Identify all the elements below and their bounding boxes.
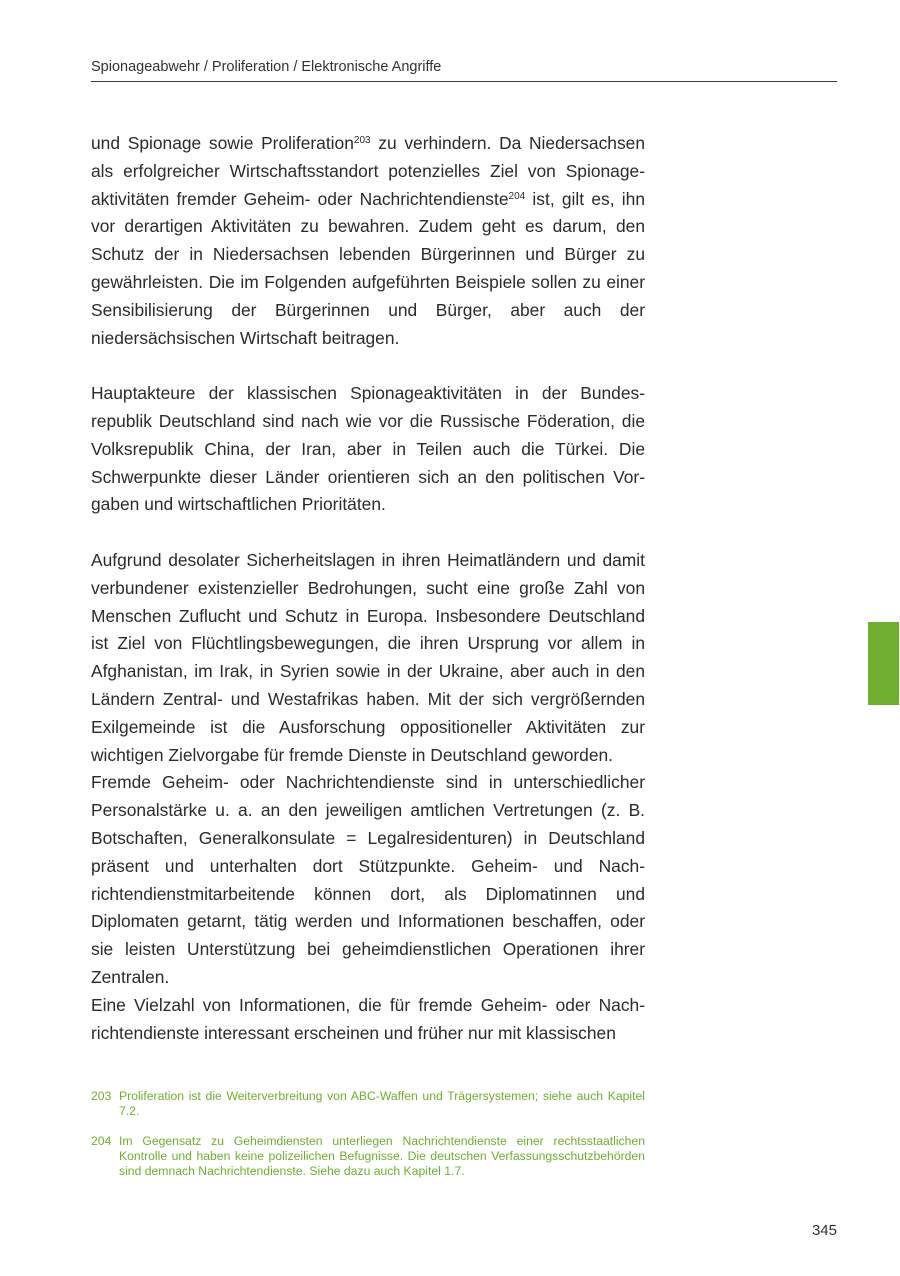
footnotes (91, 1089, 645, 1193)
footnote-text: Proliferation ist die Weiterverbreitung von ABC-Waffen und Trägersystemen; siehe auch Kapitel 7.2. (119, 1089, 645, 1119)
footnote-number: 204 (91, 1133, 112, 1148)
paragraph-2: Hauptakteure der klassischen Spionageaktivitäten in der Bundesrepublik Deutschland sind nach wie vor die Russische Föderation, die Volksrepublik China, der Iran, aber in Teilen auch die Türkei. Die Schwerpunkte dieser Länder orientieren sich an den politischen Vorgaben und wirtschaftlichen Prioritäten. (91, 383, 645, 515)
footnote-text: Im Gegensatz zu Geheimdiensten unterliegen Nachrichtendienste einer rechtsstaatlichen Kontrolle und haben keine polizeilichen Befugnisse. Die deutschen Verfassungsschutzbehörden sind demnach Nachrichtendienste. Siehe dazu auch Kapitel 1.7. (119, 1133, 645, 1179)
paragraph-4: Fremde Geheim- oder Nachrichtendienste sind in unterschiedlicher Personalstärke u. a. an den jeweiligen amtlichen Vertretungen (z. B. Botschaften, Generalkonsulate = Legalresidenturen) in Deutschland präsent und unterhalten dort Stützpunkte. Geheim- und Nachrichtendienstmitarbeitende können dort, als Diplomatinnen und Diplomaten getarnt, tätig werden und Informationen beschaffen, oder sie leisten Unterstützung bei geheimdienstlichen Operationen ihrer Zentralen. (91, 772, 645, 987)
paragraph-1-part-b: zu verhindern. Da Niedersachsen als erfolgreicher Wirtschaftsstandort potenzielles Ziel von Spionageaktivitäten fremder Geheim- oder Nachrichtendienste (91, 133, 646, 209)
page-number: 345 (811, 1222, 837, 1239)
paragraph-1 (91, 130, 645, 352)
footnote-203 (91, 1089, 645, 1120)
main-text (91, 130, 645, 1047)
paragraph-5: Eine Vielzahl von Informationen, die für fremde Geheim- oder Nachrichtendienste interessant erscheinen und früher nur mit klassischen (91, 994, 645, 1043)
paragraph-1-part-a: und Spionage sowie Proliferation (91, 133, 354, 153)
footnote-204 (91, 1134, 645, 1180)
paragraph-1-part-c: ist, gilt es, ihn vor derartigen Aktivitäten zu bewahren. Zudem geht es darum, den Schutz der in Niedersachsen lebenden Bürgerinnen und Bürger zu gewährleisten. Die im Folgenden aufgeführten Beispiele sollen zu einer Sensibilisierung der Bürgerinnen und Bürger, aber auch der niedersächsischen Wirtschaft beitragen. (91, 188, 645, 348)
footnote-ref-204: 204 (508, 190, 526, 202)
chapter-marker-tab (868, 622, 899, 705)
footnote-ref-203: 203 (353, 135, 371, 146)
paragraph-3: Aufgrund desolater Sicherheitslagen in ihren Heimatländern und damit verbundener existenzieller Bedrohungen, sucht eine große Zahl von Menschen Zuflucht und Schutz in Europa. Insbesondere Deutschland ist Ziel von Flüchtlingsbewegungen, die ihren Ursprung vor allem in Afghanistan, im Irak, in Syrien sowie in der Ukraine, aber auch in den Ländern Zentral- und Westafrikas haben. Mit der sich vergrößernden Exilgemeinde ist die Ausforschung oppositioneller Aktivitäten zur wichtigen Zielvorgabe für fremde Dienste in Deutschland geworden. (91, 549, 645, 765)
footnote-number: 203 (91, 1089, 112, 1103)
running-header: Spionageabwehr / Proliferation / Elektronische Angriffe (91, 57, 837, 82)
